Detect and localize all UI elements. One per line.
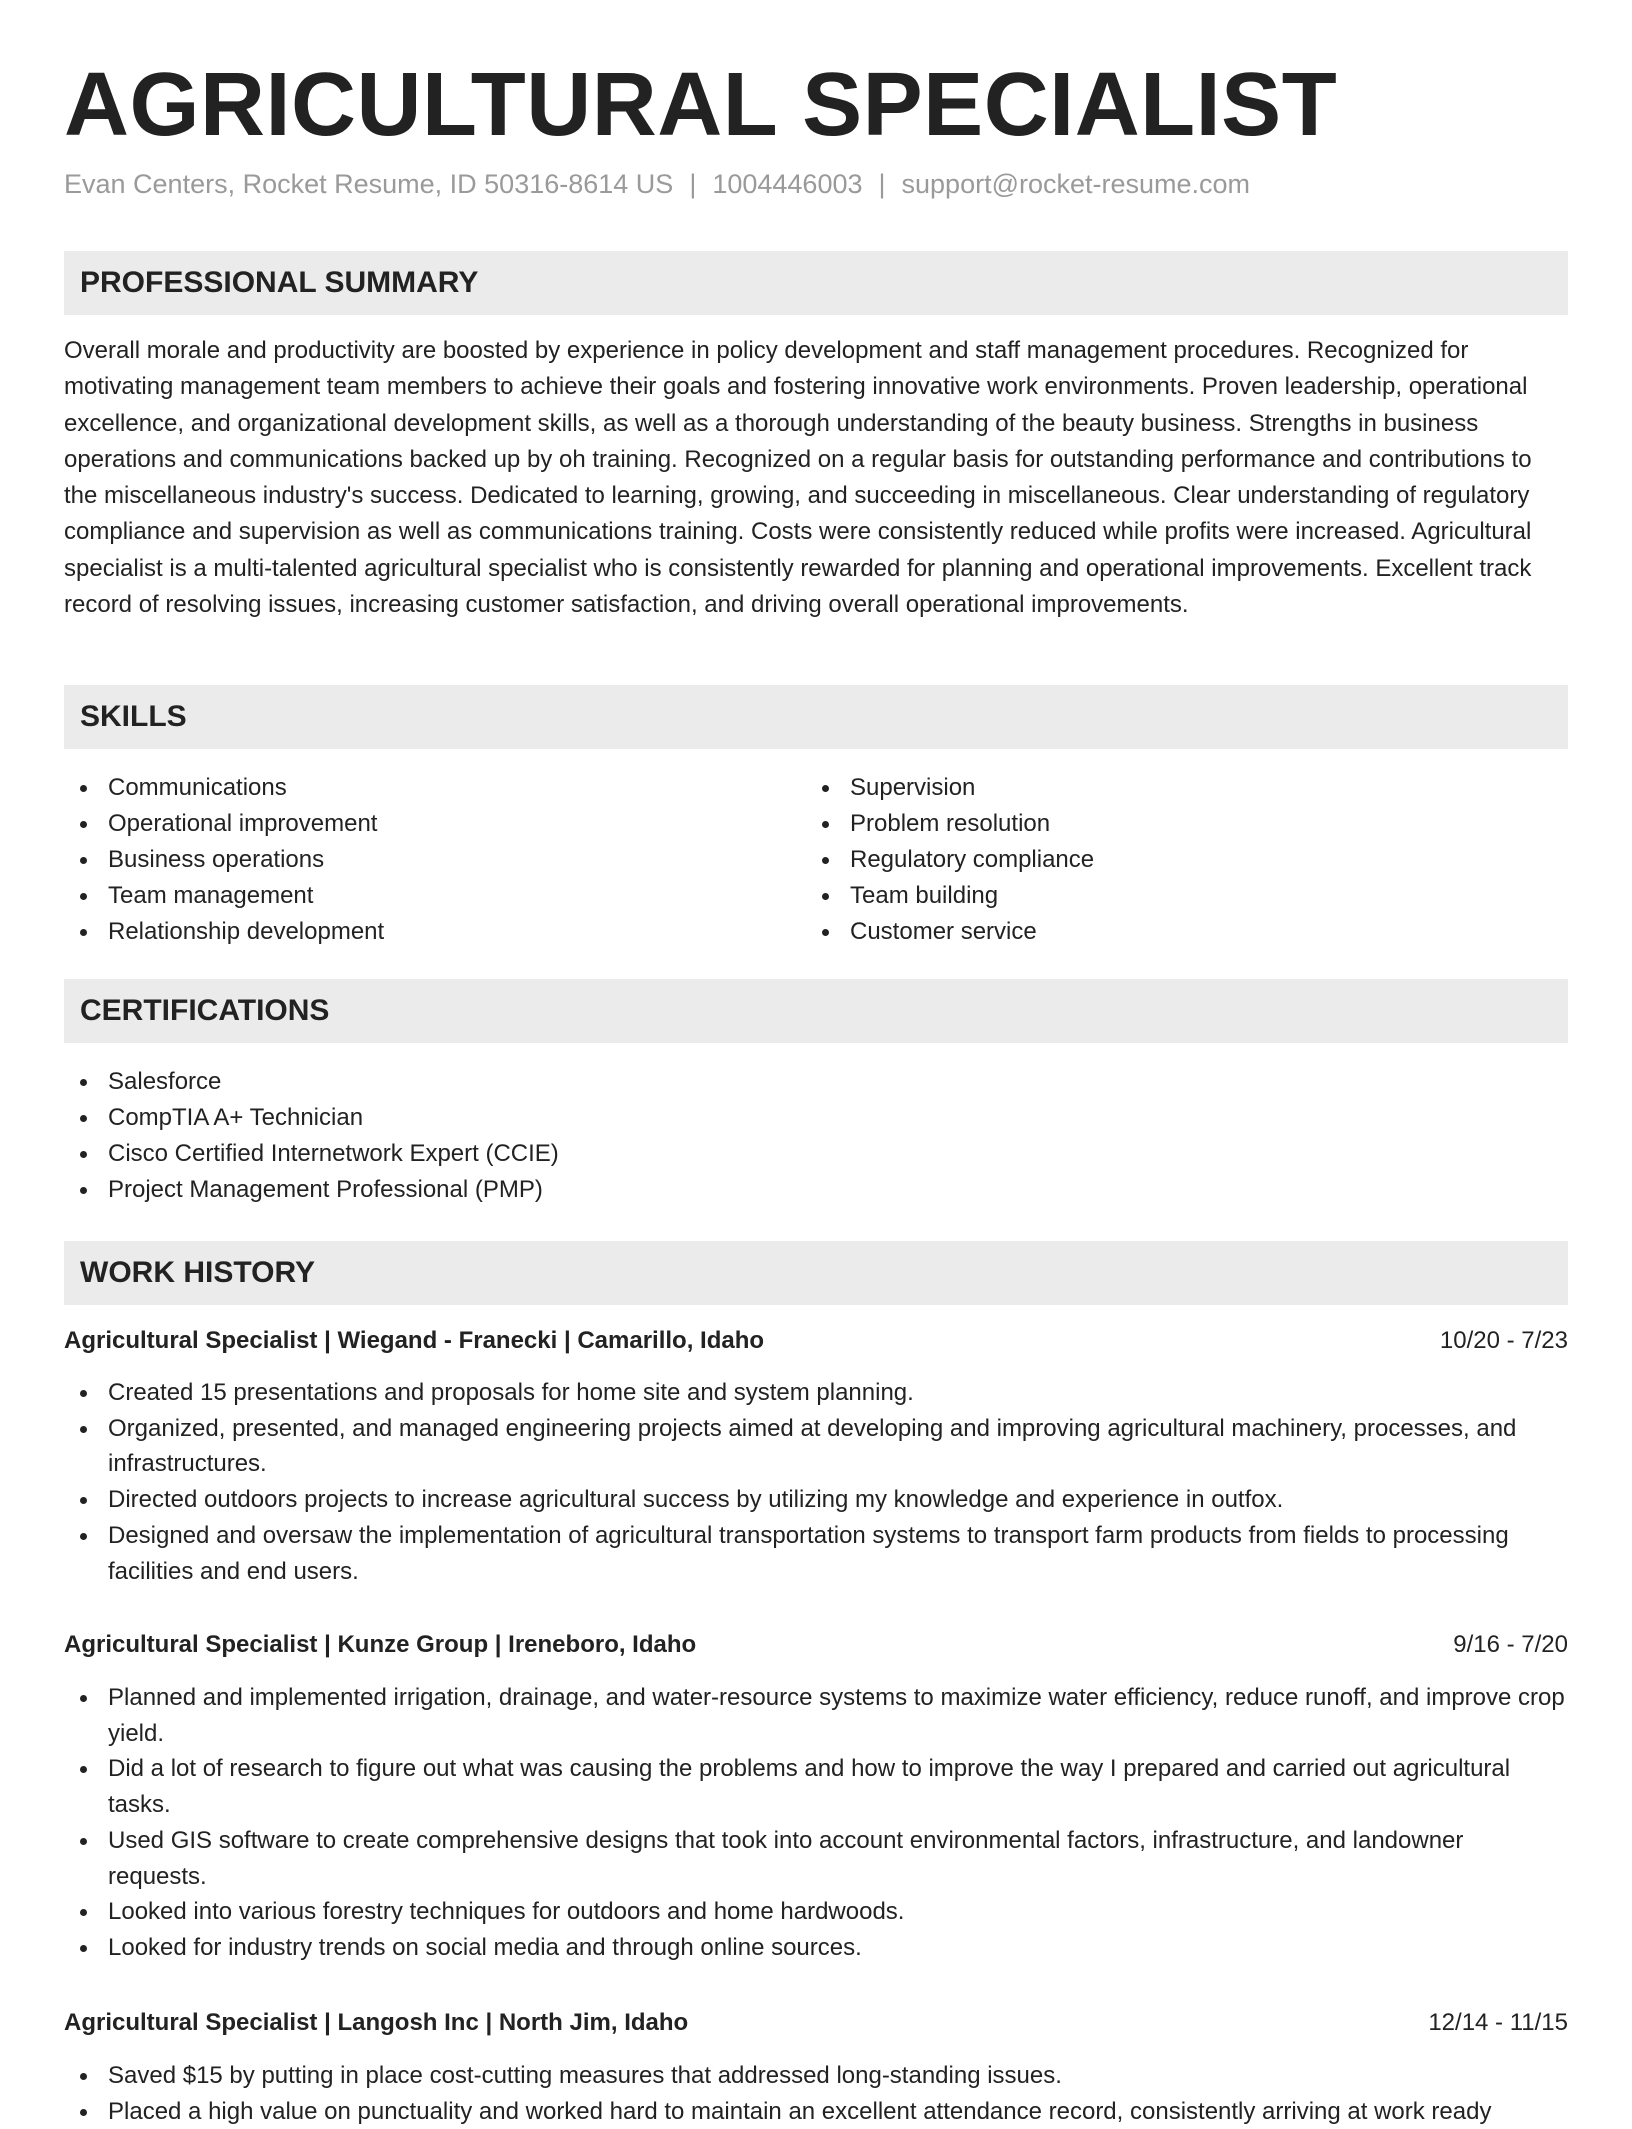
contact-separator: | — [878, 169, 886, 199]
section-header-work-history: WORK HISTORY — [64, 1241, 1568, 1305]
certification-item: Project Management Professional (PMP) — [64, 1172, 1568, 1208]
contact-separator: | — [689, 169, 697, 199]
contact-address: Evan Centers, Rocket Resume, ID 50316-8614 US — [64, 169, 674, 199]
job-bullet: Looked into various forestry techniques for outdoors and home hardwoods. — [64, 1894, 1568, 1930]
job-bullets — [64, 2058, 1568, 2129]
skill-item: Communications — [64, 770, 764, 806]
job-bullet: Looked for industry trends on social media and through online sources. — [64, 1930, 1568, 1966]
job-title: Agricultural Specialist | Langosh Inc | North Jim, Idaho — [64, 2009, 689, 2036]
skill-item: Regulatory compliance — [806, 842, 1506, 878]
job-bullet: Placed a high value on punctuality and worked hard to maintain an excellent attendance record, consistently arriving at work ready — [64, 2094, 1568, 2129]
skill-item: Team building — [806, 878, 1506, 914]
job-dates: 9/16 - 7/20 — [1453, 1631, 1568, 1658]
section-header-skills: SKILLS — [64, 685, 1568, 749]
job-bullet: Saved $15 by putting in place cost-cutting measures that addressed long-standing issues. — [64, 2058, 1568, 2094]
skill-item: Supervision — [806, 770, 1506, 806]
skill-item: Team management — [64, 878, 764, 914]
job-dates: 10/20 - 7/23 — [1439, 1327, 1568, 1354]
job-bullets — [64, 1375, 1568, 1589]
summary-text: Overall morale and productivity are boosted by experience in policy development and staff management procedures. Recognized for motivating management team members to achieve their goals and fostering innovative work environments. Proven leadership, operational excellence, and organizational development skills, as well as a thorough understanding of the beauty business. Strengths in business operations and communications backed up by oh training. Recognized on a regular basis for outstanding performance and contributions to the miscellaneous industry's success. Dedicated to learning, growing, and succeeding in miscellaneous. Clear understanding of regulatory compliance and supervision as well as communications training. Costs were consistently reduced while profits were increased. Agricultural specialist is a multi-talented agricultural specialist who is consistently rewarded for planning and operational improvements. Excellent track record of resolving issues, increasing customer satisfaction, and driving overall operational improvements. — [64, 337, 1532, 619]
skill-item: Operational improvement — [64, 806, 764, 842]
job-bullet: Organized, presented, and managed engineering projects aimed at developing and improving agricultural machinery, processes, and infrastructures. — [64, 1411, 1568, 1482]
skill-item: Problem resolution — [806, 806, 1506, 842]
certification-item: Salesforce — [64, 1064, 1568, 1100]
contact-phone: 1004446003 — [712, 169, 863, 199]
skill-item: Customer service — [806, 914, 1506, 950]
resume-name: AGRICULTURAL SPECIALIST — [64, 55, 1338, 155]
skills-list-left — [64, 770, 764, 950]
certification-item: Cisco Certified Internetwork Expert (CCIE) — [64, 1136, 1568, 1172]
certifications-list — [64, 1064, 1568, 1208]
skill-item: Business operations — [64, 842, 764, 878]
job-dates: 12/14 - 11/15 — [1428, 2009, 1568, 2036]
section-header-certifications: CERTIFICATIONS — [64, 979, 1568, 1043]
contact-email: support@rocket-resume.com — [901, 169, 1251, 199]
skill-item: Relationship development — [64, 914, 764, 950]
job-bullet: Created 15 presentations and proposals for home site and system planning. — [64, 1375, 1568, 1411]
job-bullet: Did a lot of research to figure out what was causing the problems and how to improve the way I prepared and carried out agricultural tasks. — [64, 1751, 1568, 1822]
job-bullets — [64, 1680, 1568, 1966]
skills-list-right — [806, 770, 1506, 950]
job-bullet: Used GIS software to create comprehensive designs that took into account environmental factors, infrastructure, and landowner requests. — [64, 1823, 1568, 1894]
job-bullet: Designed and oversaw the implementation of agricultural transportation systems to transport farm products from fields to processing facilities and end users. — [64, 1518, 1568, 1589]
contact-line — [64, 166, 1250, 202]
job-bullet: Planned and implemented irrigation, drainage, and water-resource systems to maximize water efficiency, reduce runoff, and improve crop yield. — [64, 1680, 1568, 1751]
section-header-summary: PROFESSIONAL SUMMARY — [64, 251, 1568, 315]
job-title: Agricultural Specialist | Kunze Group | Ireneboro, Idaho — [64, 1631, 697, 1658]
job-bullet: Directed outdoors projects to increase agricultural success by utilizing my knowledge and experience in outfox. — [64, 1482, 1568, 1518]
certification-item: CompTIA A+ Technician — [64, 1100, 1568, 1136]
job-title: Agricultural Specialist | Wiegand - Franecki | Camarillo, Idaho — [64, 1327, 765, 1354]
